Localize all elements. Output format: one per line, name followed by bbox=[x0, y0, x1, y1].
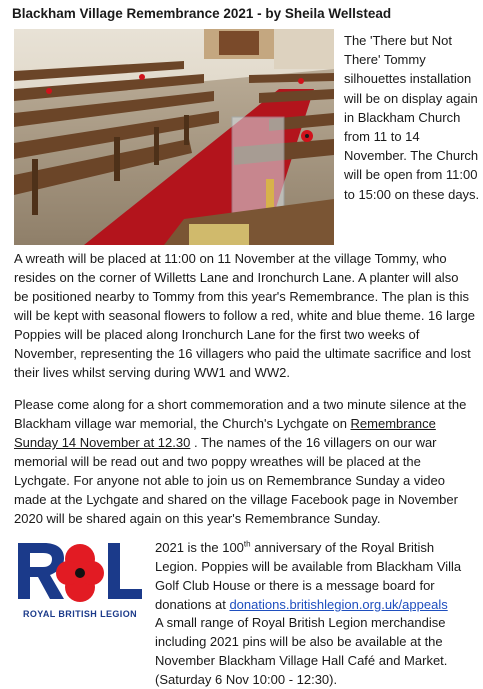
logo-wordmark: ROYAL BRITISH LEGION bbox=[22, 609, 138, 619]
royal-british-legion-logo bbox=[14, 537, 146, 625]
commemoration-text-end: . The names of the 16 villagers on our war memorial will be read out and two poppy wreathes will be placed at the Lychgate. For anyone not able to join us on Remembrance Sunday a video made at the Lychgate and shared on the village Facebook page in November 2020 will be shared again on this year's Remembrance Sunday. bbox=[14, 435, 458, 526]
article-title: Blackham Village Remembrance 2021 - by Sheila Wellstead bbox=[12, 6, 392, 21]
installation-info: The 'There but Not There' Tommy silhouettes installation will be on display again in Blackham Church from 11 to 14 November. The Church will be open from 11:00 to 15:00 on these days. bbox=[344, 33, 480, 202]
remembrance-sunday-date: Remembrance Sunday 14 November at 12.30 bbox=[14, 416, 436, 450]
merchandise-paragraph: A small range of Royal British Legion merchandise including 2021 pins will be also be available at the November Blackham Village Hall Café and Market. (Saturday 6 Nov 10:00 - 12:30). bbox=[155, 615, 448, 687]
ordinal-suffix: th bbox=[243, 539, 251, 549]
wreath-paragraph: A wreath will be placed at 11:00 on 11 November at the village Tommy, who resides on the corner of Willetts Lane and Ironchurch Lane. A planter will also be positioned nearby to Tommy from this year's Remembrance. The plan is this will be kept with seasonal flowers to follow a red, white and blue theme. 16 large Poppies will be placed along Ironchurch Lane for the first two weeks of November, representing the 16 villagers who paid the ultimate sacrifice and lost their lives whilst serving during WW1 and WW2. bbox=[14, 251, 476, 380]
anniversary-text: anniversary of the Royal British Legion. Poppies will be available from Blackham Villa Golf Club House or there is a message board for donations at bbox=[155, 540, 462, 612]
commemoration-text-start: Please come along for a short commemoration and a two minute silence at the Blackham village war memorial, the Church's Lychgate on bbox=[14, 397, 467, 431]
church-interior-photo bbox=[14, 29, 334, 245]
legion-anniversary-paragraph bbox=[155, 538, 480, 614]
donations-link[interactable]: donations.britishlegion.org.uk/appeals bbox=[229, 597, 448, 612]
commemoration-paragraph bbox=[14, 395, 476, 528]
anniversary-year: 2021 is the 100 bbox=[155, 540, 244, 555]
poppy-icon bbox=[56, 544, 104, 602]
